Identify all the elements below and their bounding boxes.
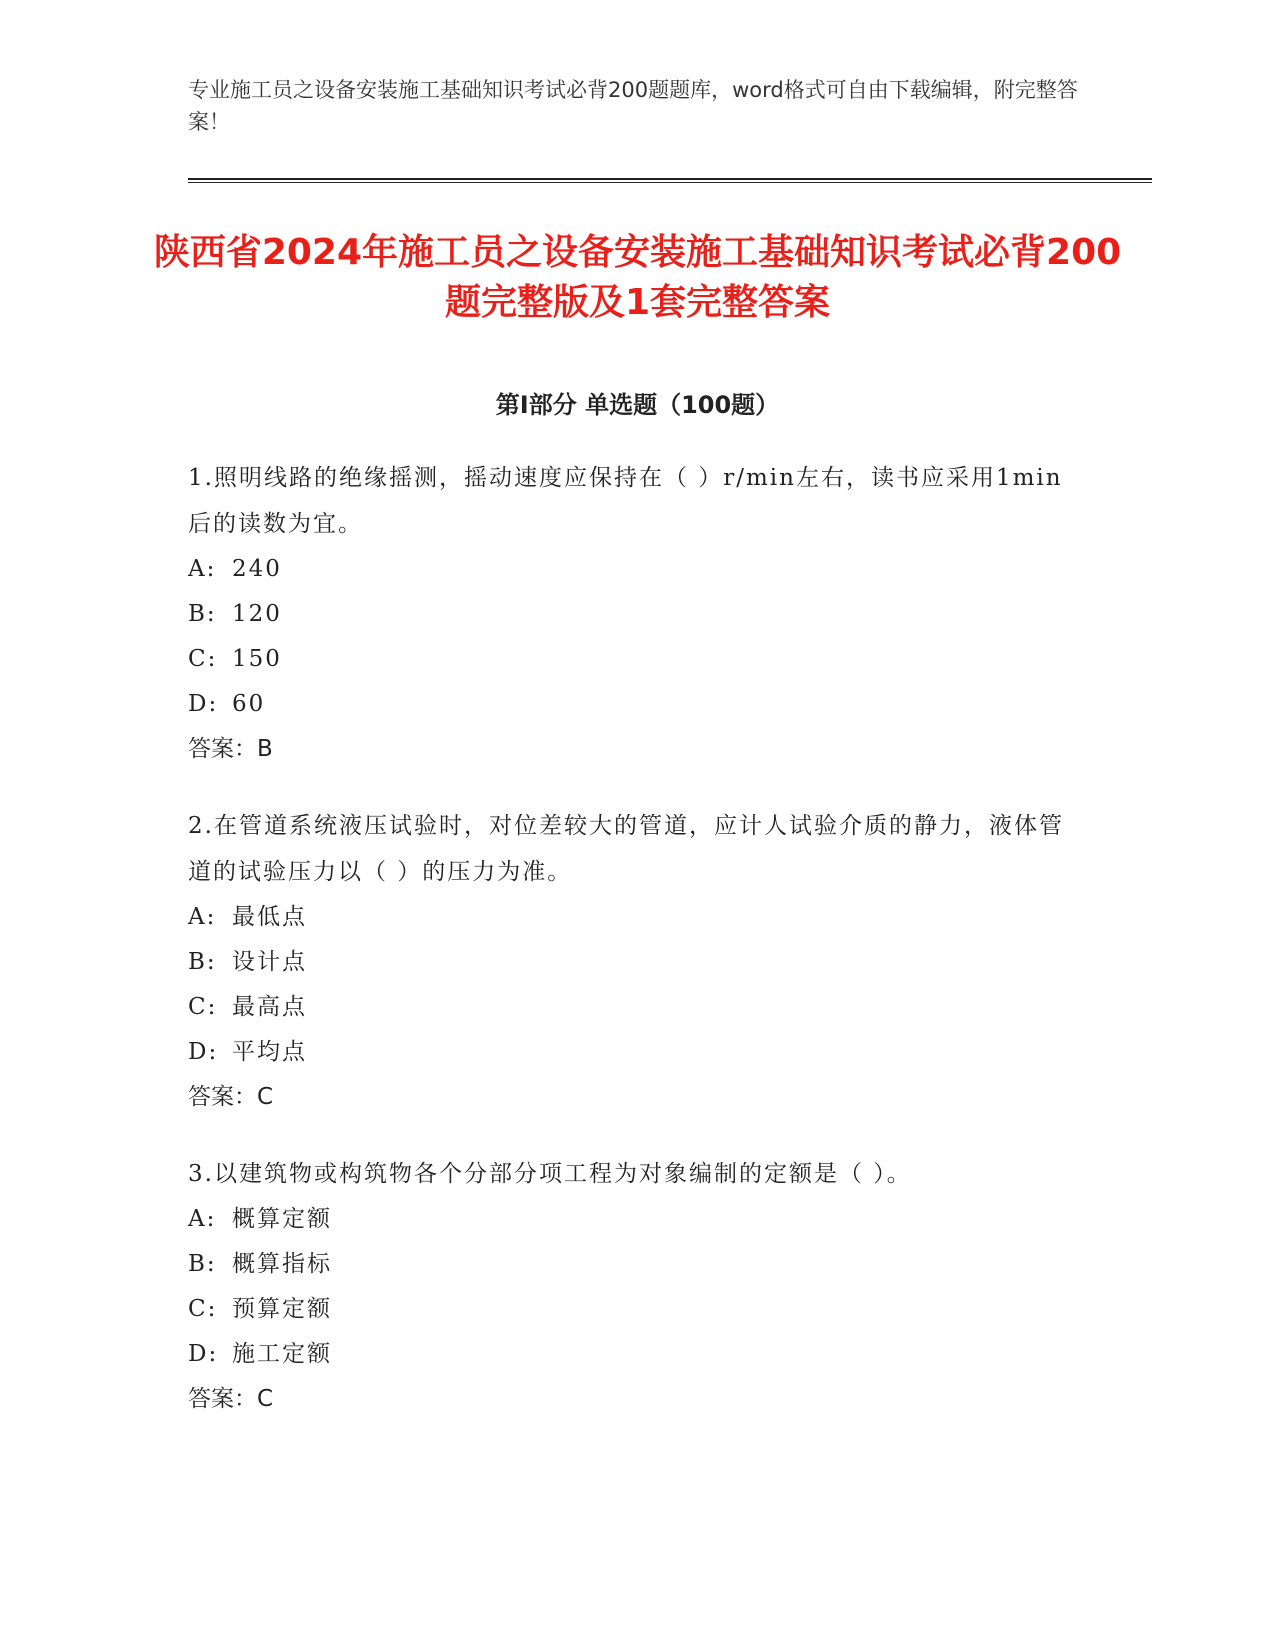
option-b — [188, 592, 1068, 637]
option-key: C: — [188, 646, 218, 672]
option-a — [188, 895, 1068, 940]
document-title: 陕西省2024年施工员之设备安装施工基础知识考试必背200题完整版及1套完整答案 — [153, 232, 1122, 323]
option-b — [188, 1242, 1068, 1287]
section-heading: 第Ⅰ部分 单选题（100题） — [495, 391, 780, 419]
option-text: 概算指标 — [232, 1251, 332, 1277]
option-key: D: — [188, 1039, 219, 1065]
option-key: D: — [188, 1341, 219, 1367]
option-key: B: — [188, 949, 217, 975]
header-note: 专业施工员之设备安装施工基础知识考试必背200题题库，word格式可自由下载编辑，附完整答案！ — [188, 78, 1078, 134]
option-d — [188, 1030, 1068, 1075]
question-2 — [188, 803, 1068, 1120]
option-text: 设计点 — [232, 949, 307, 975]
option-d — [188, 682, 1068, 727]
question-stem: 3.以建筑物或构筑物各个分部分项工程为对象编制的定额是（ ）。 — [188, 1161, 912, 1187]
question-3 — [188, 1151, 1068, 1422]
option-key: A: — [188, 1206, 217, 1232]
option-c — [188, 637, 1068, 682]
option-key: B: — [188, 1251, 217, 1277]
answer: 答案：B — [188, 736, 273, 762]
option-c — [188, 1287, 1068, 1332]
option-text: 最高点 — [232, 994, 307, 1020]
option-d — [188, 1332, 1068, 1377]
question-1 — [188, 455, 1068, 772]
option-key: A: — [188, 556, 217, 582]
option-text: 240 — [232, 556, 282, 582]
option-text: 150 — [232, 646, 282, 672]
option-text: 概算定额 — [232, 1206, 332, 1232]
option-key: D: — [188, 691, 219, 717]
answer: 答案：C — [188, 1084, 274, 1110]
option-c — [188, 985, 1068, 1030]
header-rule-thin — [188, 182, 1152, 183]
option-text: 60 — [232, 691, 266, 717]
option-text: 最低点 — [232, 904, 307, 930]
option-text: 施工定额 — [232, 1341, 332, 1367]
option-key: C: — [188, 994, 218, 1020]
option-text: 平均点 — [232, 1039, 307, 1065]
question-stem: 2.在管道系统液压试验时，对位差较大的管道，应计人试验介质的静力，液体管道的试验压力以（ ）的压力为准。 — [188, 813, 1064, 885]
option-text: 120 — [232, 601, 282, 627]
option-b — [188, 940, 1068, 985]
answer: 答案：C — [188, 1386, 274, 1412]
option-key: C: — [188, 1296, 218, 1322]
question-stem: 1.照明线路的绝缘摇测，摇动速度应保持在（ ）r/min左右，读书应采用1min后的读数为宜。 — [188, 465, 1063, 537]
option-a — [188, 1197, 1068, 1242]
option-key: A: — [188, 904, 217, 930]
option-key: B: — [188, 601, 217, 627]
option-a — [188, 547, 1068, 592]
header-rule — [188, 178, 1152, 180]
option-text: 预算定额 — [232, 1296, 332, 1322]
